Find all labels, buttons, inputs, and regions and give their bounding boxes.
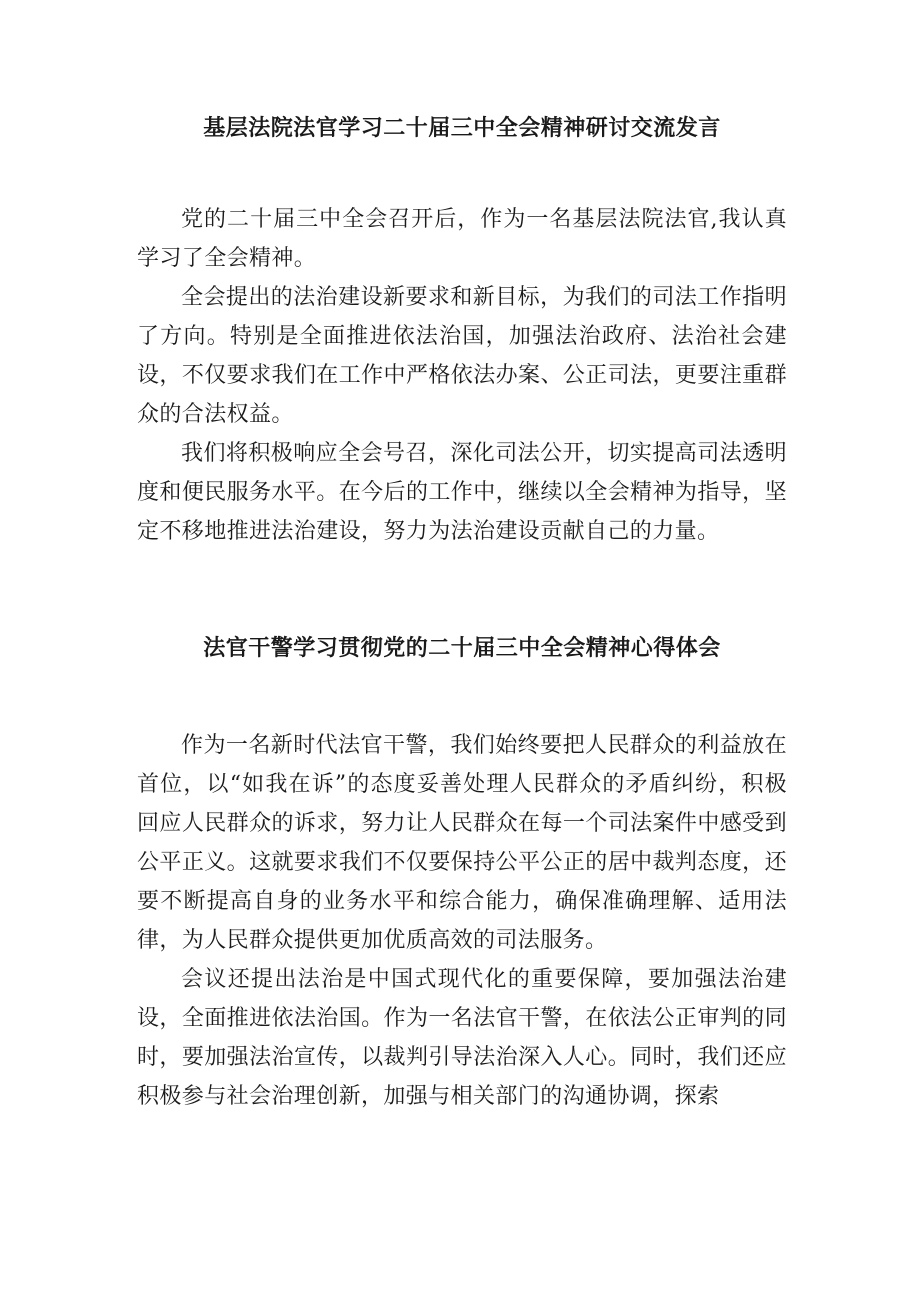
paragraph: 会议还提出法治是中国式现代化的重要保障，要加强法治建设，全面推进依法治国。作为一名法官干警，在依法公正审判的同时，要加强法治宣传，以裁判引导法治深入人心。同时，我们还应积极参与社会治理创新，加强与相关部门的沟通协调，探索 xyxy=(137,967,787,1109)
section-title: 法官干警学习贯彻党的二十届三中全会精神心得体会 xyxy=(203,635,721,661)
section-court-speech xyxy=(137,112,787,551)
paragraph: 我们将积极响应全会号召，深化司法公开，切实提高司法透明度和便民服务水平。在今后的工作中，继续以全会精神为指导，坚定不移地推进法治建设，努力为法治建设贡献自己的力量。 xyxy=(137,441,787,544)
paragraph: 全会提出的法治建设新要求和新目标，为我们的司法工作指明了方向。特别是全面推进依法治国，加强法治政府、法治社会建设，不仅要求我们在工作中严格依法办案、公正司法，更要注重群众的合法权益。 xyxy=(137,285,787,427)
paragraph: 党的二十届三中全会召开后，作为一名基层法院法官,我认真学习了全会精神。 xyxy=(137,207,787,271)
section-title: 基层法院法官学习二十届三中全会精神研讨交流发言 xyxy=(203,115,721,141)
paragraph: 作为一名新时代法官干警，我们始终要把人民群众的利益放在首位，以“如我在诉”的态度妥善处理人民群众的矛盾纠纷，积极回应人民群众的诉求，努力让人民群众在每一个司法案件中感受到公平正义。这就要求我们不仅要保持公平公正的居中裁判态度，还要不断提高自身的业务水平和综合能力，确保准确理解、适用法律，为人民群众提供更加优质高效的司法服务。 xyxy=(137,733,787,953)
section-officer-reflection xyxy=(137,632,787,1116)
